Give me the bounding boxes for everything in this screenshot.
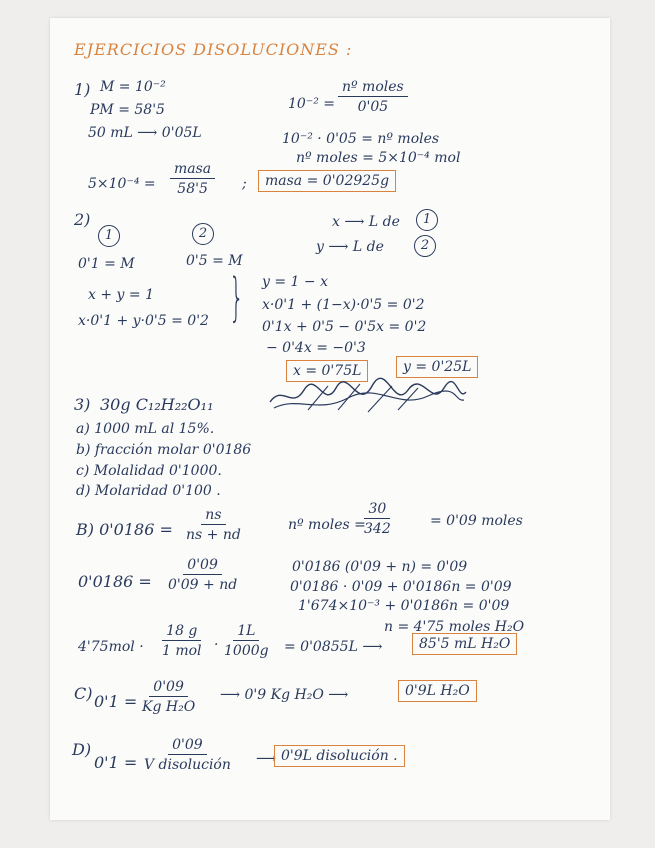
partC-denominator: Kg H₂O	[142, 699, 196, 715]
ex1-eq-denominator: 0'05	[357, 99, 389, 115]
ex2-solve-step-4: − 0'4x = −0'3	[266, 340, 366, 356]
partB-step-3: 1'674×10⁻³ + 0'0186n = 0'09	[298, 598, 510, 614]
partB-moles-result: = 0'09 moles	[430, 513, 523, 529]
ex2-result-x: x = 0'75L	[286, 360, 368, 382]
ex1-molar-mass: PM = 58'5	[90, 102, 165, 118]
partB-fraction-denominator: ns + nd	[186, 527, 241, 543]
ex2-definition-x: x ⟶ L de	[332, 214, 400, 230]
partB-eq-fraction	[168, 558, 237, 592]
ex3-item-a: a) 1000 mL al 15%.	[76, 421, 215, 437]
ex1-eq-fraction	[338, 80, 408, 114]
ex2-label: 2)	[74, 210, 91, 229]
partB-eq-numerator: 0'09	[183, 558, 222, 575]
ex2-solution-2-marker: 2	[192, 223, 214, 245]
ex1-step-2: nº moles = 5×10⁻⁴ mol	[296, 150, 461, 166]
ex1-volume: 50 mL ⟶ 0'05L	[88, 125, 202, 141]
ex2-solve-step-2: x·0'1 + (1−x)·0'5 = 0'2	[262, 297, 425, 313]
ex2-concentration-1: 0'1 = M	[78, 256, 135, 272]
partB-conversion-factor-1	[162, 624, 202, 658]
partD-numerator: 0'09	[168, 738, 207, 755]
partC-lhs: 0'1 =	[94, 692, 138, 711]
partC-numerator: 0'09	[149, 680, 188, 697]
ex2-result-y: y = 0'25L	[396, 356, 478, 378]
ex2-solve-step-1: y = 1 − x	[262, 274, 328, 290]
partB-fraction-numerator: ns	[201, 508, 225, 525]
ex3-item-c: c) Molalidad 0'1000.	[76, 463, 222, 479]
partD-label: D)	[72, 740, 92, 759]
system-brace-icon: }	[229, 268, 244, 328]
partD-lhs: 0'1 =	[94, 753, 138, 772]
ex3-solute-formula: 30g C₁₂H₂₂O₁₁	[100, 395, 214, 414]
partC-conversion: ⟶ 0'9 Kg H₂O ⟶	[220, 687, 349, 703]
ex2-def-x-marker: 1	[416, 209, 438, 231]
ex1-mass-fraction	[170, 162, 215, 196]
partC-result-box: 0'9L H₂O	[398, 680, 477, 702]
partB-moles-fraction	[364, 502, 391, 536]
partB-factor-2-denominator: 1000g	[224, 643, 269, 659]
ex2-def-y-marker: 2	[414, 235, 436, 257]
ex1-eq-lhs: 10⁻² =	[288, 96, 335, 112]
partB-step-2: 0'0186 · 0'09 + 0'0186n = 0'09	[290, 579, 512, 595]
partC-fraction	[142, 680, 195, 714]
ex3-item-d: d) Molaridad 0'100 .	[76, 483, 221, 499]
partB-factor-1-numerator: 18 g	[162, 624, 201, 641]
partB-eq-lhs: 0'0186 =	[78, 572, 152, 591]
partB-step-4: n = 4'75 moles H₂O	[384, 619, 525, 635]
ex1-step-1: 10⁻² · 0'05 = nº moles	[282, 131, 440, 147]
partB-conversion-rhs: = 0'0855L ⟶	[284, 639, 383, 655]
ex1-separator: ;	[242, 176, 247, 192]
page-title: EJERCICIOS DISOLUCIONES :	[74, 40, 353, 59]
ex2-solution-1-marker: 1	[98, 225, 120, 247]
partB-fraction	[186, 508, 241, 542]
ex1-mass-lhs: 5×10⁻⁴ =	[88, 176, 156, 192]
partD-arrow: ⟶	[256, 751, 277, 767]
ex3-label: 3)	[74, 395, 91, 414]
ex1-mass-denominator: 58'5	[177, 181, 208, 197]
partB-label: B) 0'0186 =	[76, 520, 173, 539]
scribble-icon	[268, 380, 468, 416]
partB-moles-denominator: 342	[364, 521, 391, 537]
partB-conversion-lhs: 4'75mol ·	[78, 639, 144, 655]
partB-factor-1-denominator: 1 mol	[162, 643, 202, 659]
partC-label: C)	[74, 684, 93, 703]
partB-moles-lhs: nº moles =	[288, 517, 366, 533]
partB-eq-denominator: 0'09 + nd	[168, 577, 238, 593]
ex1-label: 1)	[74, 80, 91, 99]
partB-factor-2-numerator: 1L	[233, 624, 259, 641]
ex1-eq-numerator: nº moles	[338, 80, 408, 97]
ex3-item-b: b) fracción molar 0'0186	[76, 442, 252, 458]
partD-denominator: V disolución	[144, 757, 231, 773]
partB-result-box: 85'5 mL H₂O	[412, 633, 517, 655]
ex2-definition-y: y ⟶ L de	[316, 239, 384, 255]
partB-step-1: 0'0186 (0'09 + n) = 0'09	[292, 559, 468, 575]
ex2-system-eq-2: x·0'1 + y·0'5 = 0'2	[78, 313, 209, 329]
partB-moles-numerator: 30	[364, 502, 390, 519]
ex2-system-eq-1: x + y = 1	[88, 287, 154, 303]
ex2-concentration-2: 0'5 = M	[186, 253, 243, 269]
ex1-result-box: masa = 0'02925g	[258, 170, 396, 192]
partB-conversion-dot: ·	[214, 637, 219, 653]
partD-result-box: 0'9L disolución .	[274, 745, 405, 767]
partB-conversion-factor-2	[224, 624, 269, 658]
ex2-solve-step-3: 0'1x + 0'5 − 0'5x = 0'2	[262, 319, 427, 335]
ex1-molarity: M = 10⁻²	[100, 79, 166, 95]
partD-fraction	[144, 738, 231, 772]
ex1-mass-numerator: masa	[170, 162, 215, 179]
